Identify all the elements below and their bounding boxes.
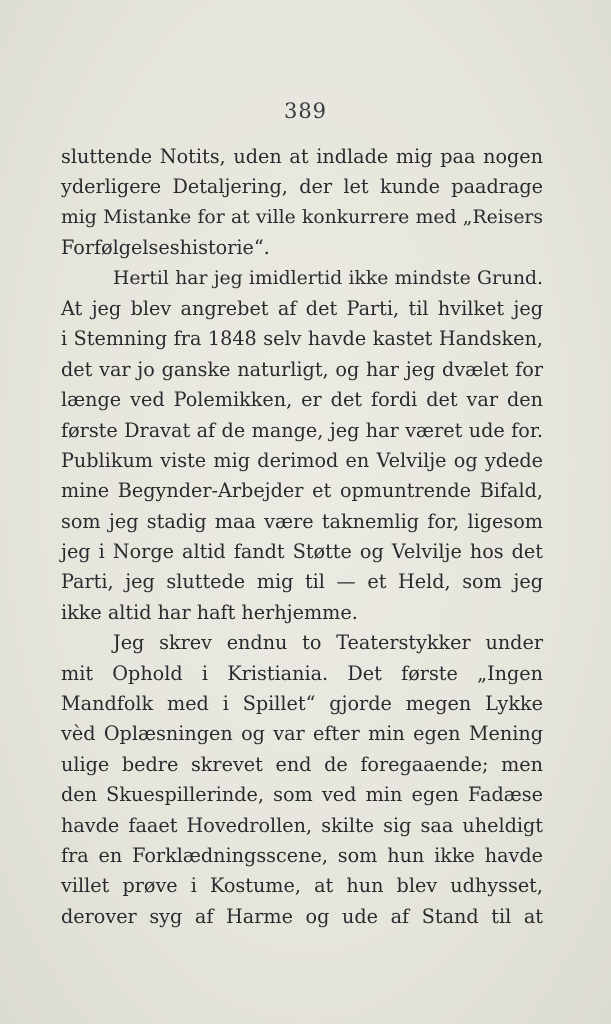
- text-line: vèd Oplæsningen og var efter min egen Mening: [61, 722, 543, 746]
- text-line: sluttende Notits, uden at indlade mig paa nogen: [61, 145, 543, 168]
- text-line: yderligere Detaljering, der let kunde paadrage: [61, 175, 543, 199]
- text-line: jeg i Norge altid fandt Støtte og Velvilje hos det: [61, 540, 543, 564]
- text-line: som jeg stadig maa være taknemlig for, ligesom: [61, 509, 543, 533]
- text-line: det var jo ganske naturligt, og har jeg dvælet for: [61, 357, 543, 381]
- text-line: derover syg af Harme og ude af Stand til at: [61, 904, 543, 928]
- text-line: Jeg skrev endnu to Teaterstykker under: [113, 631, 543, 655]
- text-line: havde faaet Hovedrollen, skilte sig saa uheldigt: [61, 813, 543, 837]
- text-line: mine Begynder-Arbejder et opmuntrende Bifald,: [61, 479, 543, 503]
- text-line: længe ved Polemikken, er det fordi det var den: [61, 388, 543, 412]
- text-line: Mandfolk med i Spillet“ gjorde megen Lykke: [61, 692, 543, 716]
- text-line: fra en Forklædningsscene, som hun ikke havde: [61, 843, 543, 867]
- text-line: i Stemning fra 1848 selv havde kastet Handsken,: [61, 327, 543, 351]
- body-text: [61, 142, 543, 932]
- text-line: ikke altid har haft herhjemme.: [61, 600, 358, 624]
- text-line: At jeg blev angrebet af det Parti, til hvilket jeg: [61, 296, 543, 320]
- text-line: Publikum viste mig derimod en Velvilje og ydede: [61, 448, 543, 472]
- text-line: den Skuespillerinde, som ved min egen Fadæse: [61, 783, 543, 807]
- text-line: mit Ophold i Kristiania. Det første „Ingen: [61, 661, 543, 685]
- text-line: mig Mistanke for at ville konkurrere med „Reisers: [61, 206, 543, 228]
- text-line: Parti, jeg sluttede mig til — et Held, som jeg: [61, 570, 543, 594]
- text-line: første Dravat af de mange, jeg har været ude for.: [61, 418, 543, 442]
- text-line: ulige bedre skrevet end de foregaaende; men: [61, 752, 543, 776]
- page-number: 389: [283, 99, 328, 123]
- text-line: Forfølgelseshistorie“.: [61, 236, 270, 260]
- text-line: Hertil har jeg imidlertid ikke mindste Grund.: [113, 267, 543, 289]
- text-line: villet prøve i Kostume, at hun blev udhysset,: [61, 874, 543, 898]
